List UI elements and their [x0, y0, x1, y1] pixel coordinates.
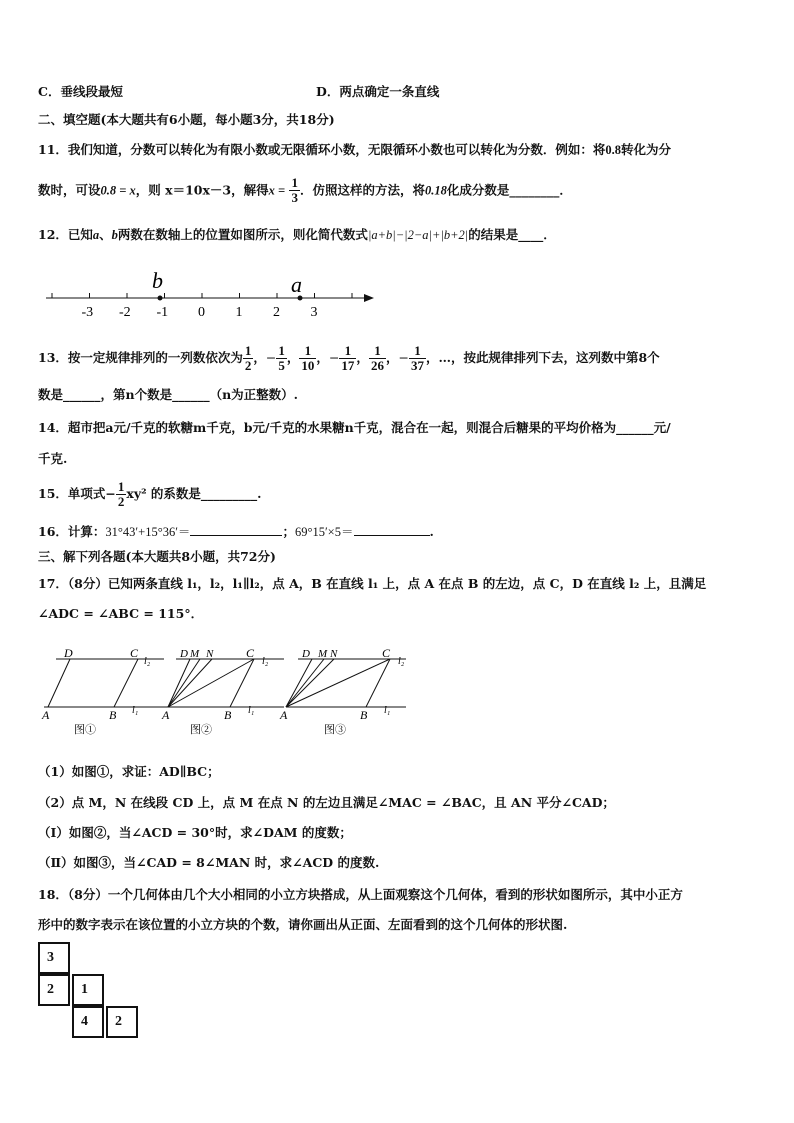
- svg-text:B: B: [224, 708, 232, 722]
- svg-text:l₂: l₂: [262, 656, 269, 667]
- axis-tick-label: 0: [198, 305, 205, 320]
- svg-text:l₁: l₁: [132, 705, 139, 716]
- sequence-fractions: $\frac{1}{2}$ ，− $\frac{1}{5}$ ， $\frac{1}{10}$ ，− $\frac{1}{17}$ ， $\frac{1}{26}$ ，− $\frac{1}{37}$: [244, 342, 424, 373]
- svg-text:l₂: l₂: [398, 656, 405, 667]
- svg-text:D: D: [302, 648, 310, 660]
- axis-tick-label: -2: [119, 305, 131, 320]
- answer-blank-1[interactable]: [190, 523, 282, 536]
- fraction-one-half: $\frac{1}{2}$: [117, 478, 125, 509]
- sequence-term: $\frac{1}{2}$: [244, 342, 252, 373]
- svg-text:l₂: l₂: [144, 656, 151, 667]
- grid-cell: 4: [72, 1006, 104, 1038]
- sequence-term: $\frac{1}{5}$: [278, 342, 285, 373]
- svg-text:M: M: [318, 648, 328, 660]
- svg-text:C: C: [382, 646, 391, 660]
- point-b: [158, 296, 163, 301]
- question-18-line-1: 18．（8分）一个几何体由几个大小相同的小立方块搭成，从上面观察这个几何体，看到的形状如图所示，其中小正方: [38, 887, 683, 902]
- svg-text:D: D: [64, 646, 73, 660]
- label-b: b: [152, 268, 163, 293]
- question-17-part-2-ii: （Ⅱ）如图③，当∠CAD = 8∠MAN 时，求∠ACD 的度数.: [38, 855, 380, 870]
- svg-text:N: N: [330, 648, 338, 660]
- section-2-heading: 二、填空题(本大题共有6小题，每小题3分，共18分): [38, 112, 335, 127]
- axis-tick-label: 2: [273, 305, 280, 320]
- question-16: 16．计算：31°43′+15°36′＝ ；69°15′×5＝ .: [38, 524, 434, 539]
- axis-tick-label: 3: [310, 305, 318, 320]
- svg-text:图①: 图①: [74, 724, 96, 736]
- svg-text:M: M: [190, 648, 200, 660]
- question-18-line-2: 形中的数字表示在该位置的小立方块的个数，请你画出从正面、左面看到的这个几何体的形状图.: [38, 917, 568, 932]
- fraction-one-third: $\frac{1}{3}$: [291, 175, 298, 206]
- sequence-term: $\frac{1}{26}$: [370, 342, 384, 373]
- svg-text:B: B: [360, 708, 368, 722]
- label-a: a: [291, 272, 302, 297]
- svg-text:C: C: [246, 646, 255, 660]
- svg-text:A: A: [42, 708, 50, 722]
- sequence-term: $\frac{1}{17}$: [341, 342, 355, 373]
- question-17-line-2: ∠ADC = ∠ABC = 115°．: [38, 606, 204, 621]
- question-13-line-2: 数是______，第n个数是______（n为正整数）.: [38, 387, 299, 402]
- question-12: 12．已知a、b两数在数轴上的位置如图所示，则化简代数式|a+b|−|2−a|+|b+2|的结果是____．: [38, 227, 556, 242]
- question-11-line-1: 11．我们知道，分数可以转化为有限小数或无限循环小数，无限循环小数也可以转化为分数．例如：将0.8转化为分: [38, 142, 672, 157]
- number-line: [40, 268, 380, 320]
- figure-2: [161, 646, 284, 736]
- axis-tick-label: -3: [81, 305, 94, 320]
- question-17-part-2: （2）点 M，N 在线段 CD 上，点 M 在点 N 的左边且满足∠MAC = ∠BAC，且 AN 平分∠CAD；: [38, 795, 615, 810]
- option-d: D．两点确定一条直线: [316, 84, 440, 99]
- question-17-part-2-i: （Ⅰ）如图②，当∠ACD = 30°时，求∠DAM 的度数；: [38, 825, 352, 840]
- grid-cell: 3: [38, 942, 70, 974]
- grid-cell: 2: [38, 974, 70, 1006]
- svg-text:A: A: [280, 708, 288, 722]
- sequence-term: $\frac{1}{37}$: [410, 342, 424, 373]
- grid-cell: 2: [106, 1006, 138, 1038]
- svg-text:图②: 图②: [190, 724, 212, 736]
- question-14-line-2: 千克.: [38, 451, 68, 466]
- svg-text:N: N: [206, 648, 214, 660]
- section-3-heading: 三、解下列各题(本大题共8小题，共72分): [38, 549, 276, 564]
- sequence-term: $\frac{1}{10}$: [301, 342, 315, 373]
- question-15: 15．单项式− $\frac{1}{2}$ xy² 的系数是_________.: [38, 478, 262, 509]
- svg-text:图③: 图③: [324, 724, 346, 736]
- svg-text:l₁: l₁: [384, 705, 391, 716]
- figure-3: [279, 646, 406, 736]
- svg-text:A: A: [162, 708, 170, 722]
- figures-q17: [36, 645, 406, 740]
- answer-blank-2[interactable]: [354, 523, 430, 536]
- figure-1: [41, 646, 164, 736]
- axis-tick-label: -1: [156, 305, 169, 320]
- svg-text:C: C: [130, 646, 139, 660]
- question-17-line-1: 17．（8分）已知两条直线 l₁，l₂，l₁∥l₂，点 A，B 在直线 l₁ 上，点 A 在点 B 的左边，点 C，D 在直线 l₂ 上，且满足: [38, 576, 707, 591]
- axis-tick-label: 1: [235, 305, 243, 320]
- option-c: C．垂线段最短: [38, 84, 123, 99]
- svg-text:l₁: l₁: [248, 705, 255, 716]
- repeating-decimal: 0.8: [605, 143, 622, 157]
- grid-cell: 1: [72, 974, 104, 1006]
- svg-text:B: B: [109, 708, 117, 722]
- svg-text:D: D: [180, 648, 188, 660]
- question-13-line-1: 13．按一定规律排列的一列数依次为 $\frac{1}{2}$ ，− $\frac{1}{5}$ ， $\frac{1}{10}$ ，− $\frac{1}{17}$ ， $\frac{1}{26}$ ，− $\frac{1}{37}$ ，…，按此规律排列下去，这列数中第8个: [38, 342, 660, 373]
- question-11-line-2: 数时，可设0.8 = x，则 x＝10x－3，解得x = $\frac{1}{3}$ ．仿照这样的方法，将0.18化成分数是________．: [38, 175, 572, 206]
- question-17-part-1: （1）如图①，求证：AD∥BC；: [38, 764, 220, 779]
- question-14-line-1: 14．超市把a元/千克的软糖m千克，b元/千克的水果糖n千克，混合在一起，则混合后糖果的平均价格为______元/: [38, 420, 671, 435]
